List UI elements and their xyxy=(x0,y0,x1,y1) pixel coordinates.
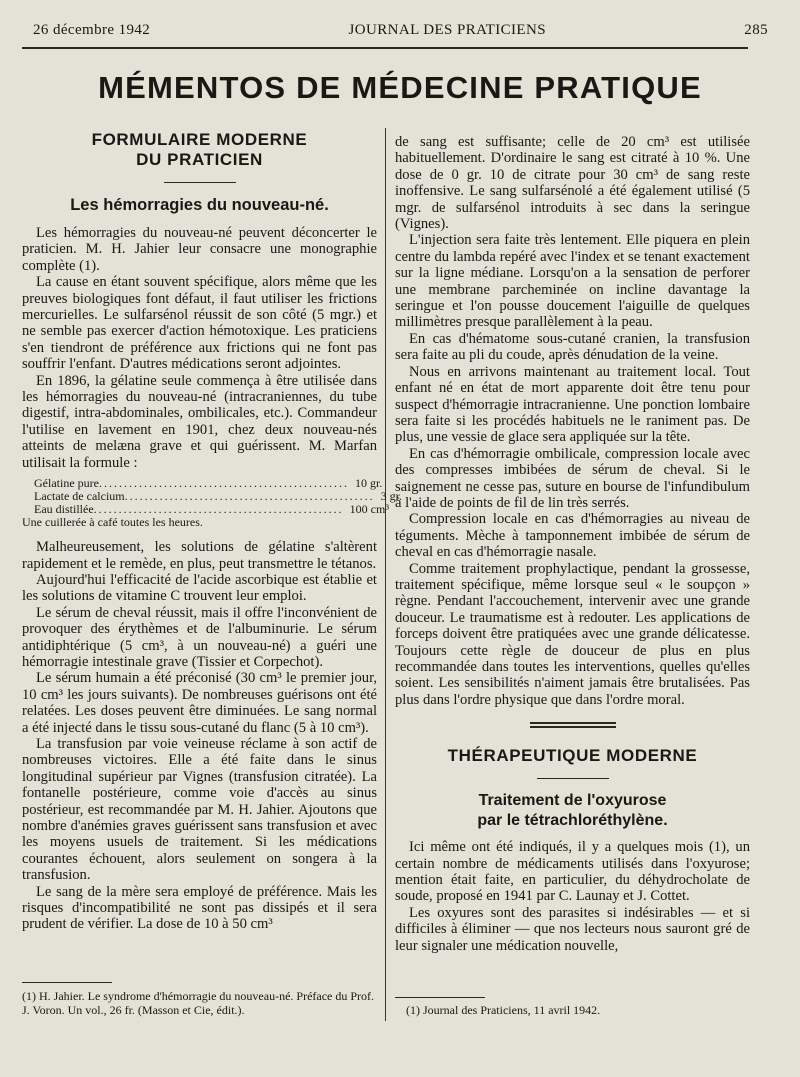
journal-name: JOURNAL DES PRATICIENS xyxy=(348,22,546,38)
right-column xyxy=(395,134,750,954)
header-rule xyxy=(22,47,748,49)
paragraph: Le sérum de cheval réussit, mais il offre l'inconvénient de provoquer des érythèmes et de l'albuminurie. Le sérum antidiphtérique (5 cm³, à un nouveau-né) a guéri une hémorragie intestinale grave (Tissier et Corpechot). xyxy=(22,604,377,670)
paragraph: Les hémorragies du nouveau-né peuvent déconcerter le praticien. M. H. Jahier leur consacre une monographie complète (1). xyxy=(22,225,377,274)
formula-note: Une cuillerée à café toutes les heures. xyxy=(22,515,203,530)
paragraph: En cas d'hémorragie ombilicale, compression locale avec des compresses imbibées de sérum de cheval. Si le saignement ne cesse pas, suture en bourse de l'infundibulum à l'aide de points de fil de lin très serrés. xyxy=(395,445,750,511)
paragraph: Aujourd'hui l'efficacité de l'acide ascorbique est établie et les solutions de vitamine C trouvent leur emploi. xyxy=(22,571,377,605)
paragraph: Malheureusement, les solutions de gélatine s'altèrent rapidement et le remède, en plus, peut transmettre le tétanos. xyxy=(22,539,377,572)
footnote-rule xyxy=(22,982,112,983)
formula-row: Eau distillée .................................................. 100 cm³ xyxy=(34,502,389,517)
paragraph: Les oxyures sont des parasites si indésirables — et si difficiles à éliminer — que nos lecteurs nous sauront gré de leur signaler une médication nouvelle, xyxy=(395,904,750,954)
footnote-right: (1) Journal des Praticiens, 11 avril 1942. xyxy=(406,1003,601,1017)
paragraph: Ici même ont été indiqués, il y a quelques mois (1), un certain nombre de médicaments utilisés dans l'oxyurose; mention était faite, en particulier, du déhydrocholate de soude, proposé en 1941 par C. Launay et J. Cottet. xyxy=(395,839,750,905)
footnote-left: (1) H. Jahier. Le syndrome d'hémorragie du nouveau-né. Préface du Prof. J. Voron. Un vol., 26 fr. (Masson et Cie, édit.). xyxy=(22,989,375,1017)
section-title-therapeutique: THÉRAPEUTIQUE MODERNE xyxy=(447,746,698,766)
section-divider xyxy=(537,778,609,779)
column-divider xyxy=(385,128,386,1021)
prescription-formula xyxy=(22,476,402,530)
paragraph: En 1896, la gélatine seule commença à être utilisée dans les hémorragies du nouveau-né (intracraniennes, du tube digestif, intra-abdominales, ombilicales, etc.). Commandeur l'utilise en lavement en 1901, chez deux nouveau-nés atteints de melæna grave et qui guérissent. M. Marfan utilisait la formule : xyxy=(22,372,377,471)
section-title-formulaire: FORMULAIRE MODERNE DU PRATICIEN xyxy=(91,130,308,169)
section-divider xyxy=(164,182,236,183)
footnote-rule xyxy=(395,997,485,998)
paragraph: Le sang de la mère sera employé de préférence. Mais les risques d'incompatibilité ne sont pas dissipés et il sera prudent de vérifier. La dose de 10 à 50 cm³ xyxy=(22,883,377,933)
paragraph: L'injection sera faite très lentement. Elle piquera en plein centre du lambda repéré avec l'index et se tenant exactement sur la ligne médiane. Lorsqu'on a la sensation de perforer une membrane parcheminée on incline davantage la seringue et l'on pousse doucement l'aiguille de quelques millimètres presque parallèlement à la peau. xyxy=(395,232,750,331)
running-header xyxy=(33,22,768,42)
paragraph: Le sérum humain a été préconisé (30 cm³ le premier jour, 10 cm³ les jours suivants). De nombreuses guérisons ont été relatées. Les doses peuvent être diminuées. Le sang normal a été injecté dans le tissu sous-cutané du flanc (5 à 10 cm³). xyxy=(22,670,377,736)
paragraph: La cause en étant souvent spécifique, alors même que les preuves biologiques font défaut, il faut utiliser les frictions mercurielles. Le sulfarsénol réussit de son côté (5 mgr.) et ne semble pas exercer d'action hémotoxique. Les praticiens s'en tiendront de préférence aux frictions qui ne font pas souffrir l'enfant. D'autres médications seront adjointes. xyxy=(22,274,377,373)
page-number: 285 xyxy=(744,22,768,38)
paragraph: de sang est suffisante; celle de 20 cm³ est utilisée habituellement. D'ordinaire le sang est citraté à 10 %. Une dose de 0 gr. 10 de citrate pour 30 cm³ de sang reste inoffensive. Le sang sulfarsénolé a été également utilisé (5 mgr. de sulfarsénol introduits à sec dans la seringue (Vignes). xyxy=(395,134,750,233)
paragraph: Comme traitement prophylactique, pendant la grossesse, traitement spécifique, même lorsque seul « le soupçon » règne. Pendant l'accouchement, intervenir avec une grande douceur. Le traumatisme est à redouter. Les applications de forceps doivent être pratiquées avec une grande délicatesse. Toujours cette règle de douceur de plus en plus recommandée dans toutes les interventions, quelles qu'elles soient. Les sensibilités n'aiment jamais être brutalisées. Pas plus dans l'ordre physique que dans l'ordre moral. xyxy=(395,560,750,708)
paragraph: La transfusion par voie veineuse réclame à son actif de nombreuses victoires. Elle a été faite dans le sinus longitudinal supérieur par Vignes (transfusion citratée). La fontanelle postérieure, comme voie d'accès au sinus postérieur, est recommandée par M. H. Jahier. Ajoutons que nombre d'anémies graves guérissent sans transfusion et avec les moyens usuels de traitement. Si les médications courantes échouent, alors seulement on songera à la transfusion. xyxy=(22,735,377,884)
issue-date: 26 décembre 1942 xyxy=(33,22,151,38)
formula-row: Gélatine pure .................................................. 10 gr. xyxy=(34,476,383,491)
paragraph: En cas d'hématome sous-cutané cranien, la transfusion sera faite au pli du coude, après dénudation de la veine. xyxy=(395,330,750,364)
paragraph: Compression locale en cas d'hémorragies au niveau de téguments. Mèche à tamponnement imbibée de sérum de cheval en cas d'hémorragie nasale. xyxy=(395,511,750,561)
article-title-oxyurose: Traitement de l'oxyurose par le tétrachloréthylène. xyxy=(477,792,668,830)
formula-row: Lactate de calcium .................................................. 3 gr. xyxy=(34,489,402,504)
paragraph: Nous en arrivons maintenant au traitement local. Tout enfant né en état de mort apparente doit être tenu pour suspect d'hémorragie intracranienne. Une ponction lombaire sera faite si les procédés habituels ne le raniment pas. De plus, une vessie de glace sera appliquée sur la tête. xyxy=(395,363,750,446)
article-title-hemorragies: Les hémorragies du nouveau-né. xyxy=(70,196,329,214)
section-ornament xyxy=(530,722,616,728)
left-column xyxy=(22,130,402,933)
page-title: MÉMENTOS DE MÉDECINE PRATIQUE xyxy=(98,70,702,105)
